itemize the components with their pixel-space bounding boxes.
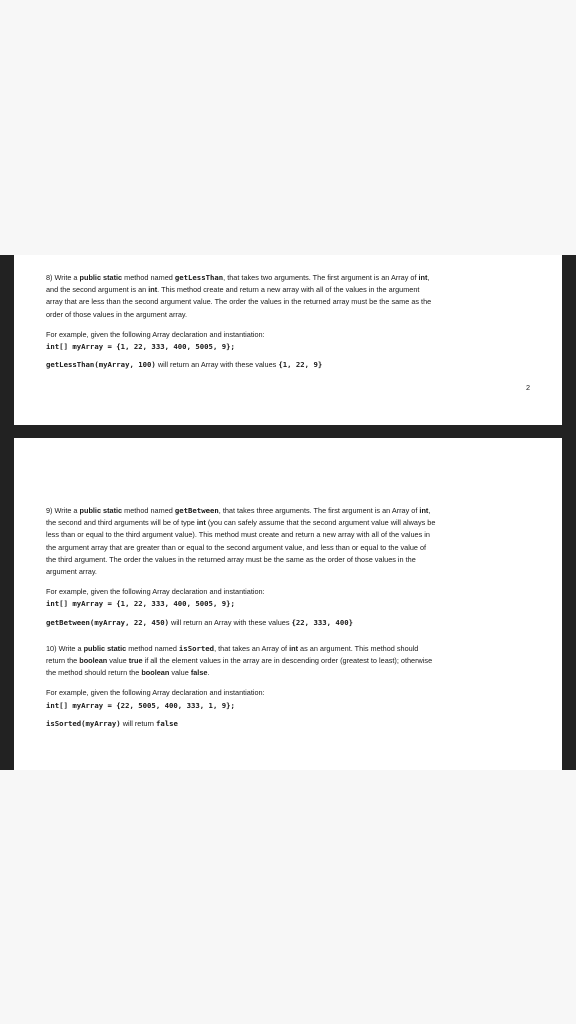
question-9-code-declaration: int[] myArray = {1, 22, 333, 400, 5005, 9}; — [46, 599, 235, 609]
question-10-line-3: the method should return the boolean value false. — [46, 668, 210, 678]
question-10-line-2: return the boolean value true if all the element values in the array are in descending order (greatest to least); otherwise — [46, 656, 433, 666]
document-viewer[interactable] — [0, 255, 576, 770]
questions-9-10 — [46, 505, 530, 730]
question-9-example-intro: For example, given the following Array declaration and instantiation: — [46, 587, 265, 597]
question-10-code-declaration: int[] myArray = {22, 5005, 400, 333, 1, 9}; — [46, 700, 235, 710]
question-8-example-intro: For example, given the following Array declaration and instantiation: — [46, 329, 265, 339]
document-page-3 — [14, 438, 562, 770]
question-9-line-6: argument array. — [46, 567, 97, 577]
question-8-code-declaration: int[] myArray = {1, 22, 333, 400, 5005, 9}; — [46, 342, 235, 352]
question-9-example-call: getBetween(myArray, 22, 450) will return an Array with these values {22, 333, 400} — [46, 617, 354, 627]
page-number: 2 — [525, 383, 530, 392]
question-9-line-1: 9) Write a public static method named getBetween, that takes three arguments. The first argument is an Array of int, — [46, 506, 431, 515]
question-8-line-1: 8) Write a public static method named getLessThan, that takes two arguments. The first argument is an Array of int, — [46, 273, 430, 282]
question-10-example-intro: For example, given the following Array declaration and instantiation: — [46, 688, 265, 698]
question-9-line-3: less than or equal to the third argument value). This method must create and return a new array with all of the values in — [46, 530, 430, 540]
question-8-example-call: getLessThan(myArray, 100) will return an Array with these values {1, 22, 9} — [46, 360, 323, 370]
question-8-line-4: order of those values in the argument array. — [46, 309, 188, 319]
question-10-line-1: 10) Write a public static method named isSorted, that takes an Array of int as an argument. This method should — [46, 643, 419, 653]
question-9-line-2: the second and third arguments will be of type int (you can safely assume that the second argument value will always be — [46, 518, 436, 528]
document-page-2 — [14, 255, 562, 425]
question-10-example-call: isSorted(myArray) will return false — [46, 718, 178, 728]
question-9-line-4: the argument array that are greater than or equal to the second argument value, and less than or equal to the value of — [46, 542, 427, 552]
question-8-line-3: array that are less than the second argument value. The order the values in the returned array must be the same as the — [46, 297, 432, 307]
question-8-line-2: and the second argument is an int. This method create and return a new array with all of the values in the argument — [46, 285, 420, 295]
question-9-line-5: the third argument. The order the values in the returned array must be the same as the order of those values in the — [46, 554, 416, 564]
question-8 — [46, 272, 530, 371]
